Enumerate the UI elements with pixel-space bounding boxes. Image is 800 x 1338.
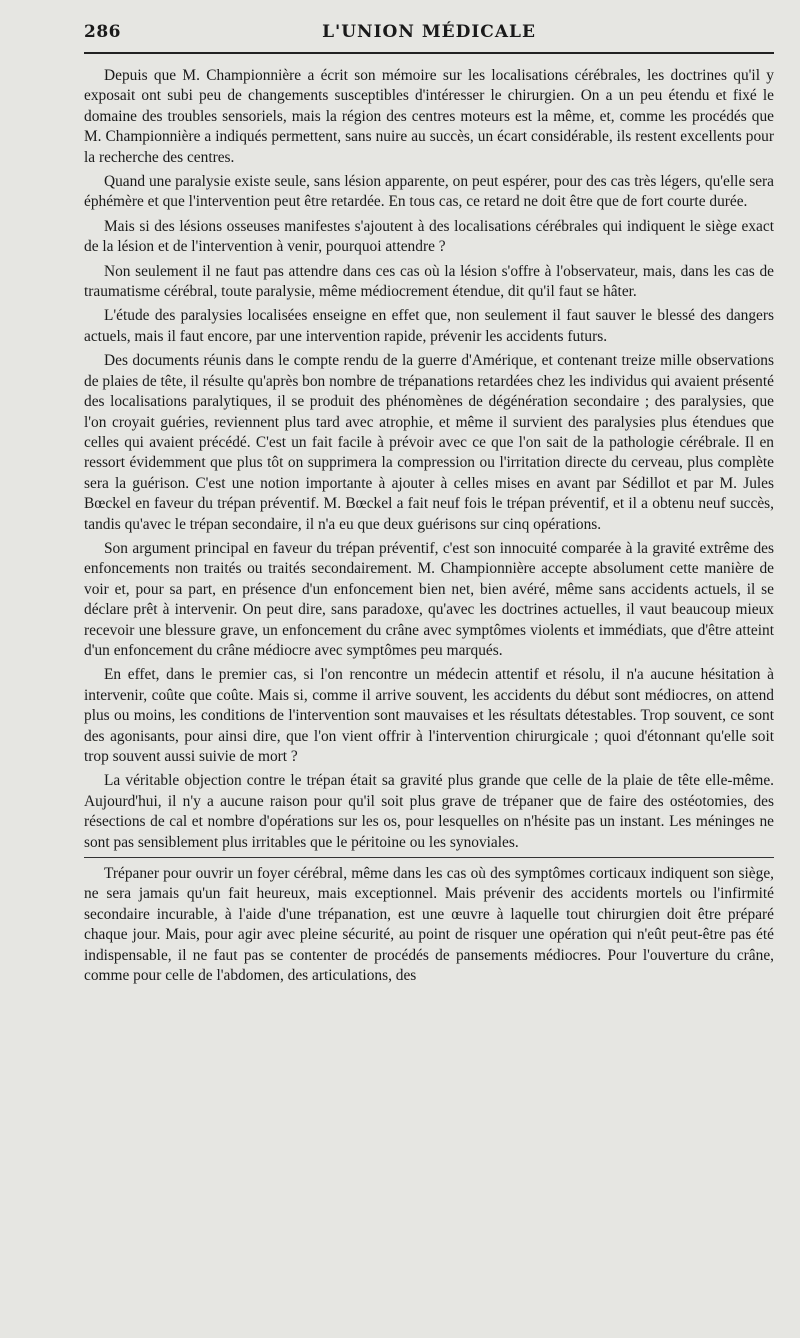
paragraph: Mais si des lésions osseuses manifestes s'ajoutent à des localisations cérébrales qui indiquent le siège exact de la lésion et de l'intervention à venir, pourquoi attendre ?: [84, 217, 774, 256]
paragraph: Depuis que M. Championnière a écrit son mémoire sur les localisations cérébrales, les doctrines qu'il y exposait ont subi peu de changements susceptibles d'intéresser le chirurgien. On a un peu étendu et fixé le domaine des troubles sensoriels, mais la région des centres moteurs est la même, et, comme les procédés que M. Championnière a indiqués permettent, sans nuire au succès, un écart considérable, ils restent excellents pour la recherche des centres.: [84, 67, 774, 166]
page-header: [84, 18, 774, 48]
paragraph: La véritable objection contre le trépan était sa gravité plus grande que celle de la plaie de tête elle-même. Aujourd'hui, il n'y a aucune raison pour qu'il soit plus grave de trépaner que de faire des ostéotomies, des résections de cal et nombre d'opérations sur les os, pour lesquelles on n'hésite pas un instant. Les méninges ne sont pas sensiblement plus irritables que le péritoine ou les synoviales.: [84, 772, 774, 851]
paragraph: Trépaner pour ouvrir un foyer cérébral, même dans les cas où des symptômes corticaux indiquent son siège, ne sera jamais qu'un fait heureux, mais exceptionnel. Mais prévenir des accidents mortels ou l'infirmité secondaire incurable, à l'aide d'une trépanation, est une œuvre à laquelle tout chirurgien doit être préparé chaque jour. Mais, pour agir avec pleine sécurité, au point de risquer une opération qui n'eût peut-être pas été indispensable, il ne faut pas se contenter de procédés de pansements médiocres. Pour l'ouverture du crâne, comme pour celle de l'abdomen, des articulations, des: [84, 865, 774, 985]
section-rule: [84, 857, 774, 858]
header-rule: [84, 52, 774, 54]
page-number: 286: [84, 22, 121, 42]
running-title: L'UNION MÉDICALE: [322, 22, 536, 42]
paragraph: Des documents réunis dans le compte rendu de la guerre d'Amérique, et contenant treize mille observations de plaies de tête, il résulte qu'après bon nombre de trépanations retardées chez les individus qui avaient présenté des localisations paralytiques, il se produit des phénomènes de dégénération secondaire ; des paralysies, que l'on croyait guéries, reviennent plus tard avec atrophie, et même il survient des paralysies plus étendues que celles qui avaient précédé. C'est un fait facile à prévoir avec ce que l'on sait de la pathologie cérébrale. Il en ressort évidemment que plus tôt on supprimera la compression ou l'irritation directe du cerveau, plus complète sera la guérison. C'est une notion importante à ajouter à celles mises en avant par Sédillot et par M. Jules Bœckel en faveur du trépan préventif. M. Bœckel a fait neuf fois le trépan préventif, et il a obtenu neuf succès, tandis qu'avec le trépan secondaire, il n'a eu que deux guérisons sur cinq opérations.: [84, 352, 774, 533]
article-body: [84, 66, 774, 990]
paragraph: En effet, dans le premier cas, si l'on rencontre un médecin attentif et résolu, il n'a aucune hésitation à intervenir, coûte que coûte. Mais si, comme il arrive souvent, les accidents du début sont médiocres, on attend plus ou moins, les conditions de l'intervention sont mauvaises et les résultats détestables. Trop souvent, ce sont des agonisants, pour ainsi dire, que l'on vient offrir à l'intervention chirurgicale ; quoi d'étonnant qu'elle soit trop souvent aussi suivie de mort ?: [84, 666, 774, 765]
paragraph: Son argument principal en faveur du trépan préventif, c'est son innocuité comparée à la gravité extrême des enfoncements non traités ou traités secondairement. M. Championnière accepte absolument cette manière de voir et, pour sa part, en présence d'un enfoncement bien net, bien avéré, même sans accidents actuels, il se déclare prêt à intervenir. On peut dire, sans paradoxe, qu'avec les doctrines actuelles, il vaut beaucoup mieux recevoir une blessure grave, un enfoncement du crâne avec symptômes violents et immédiats, que d'être atteint d'un enfoncement du crâne médiocre avec symptômes peu marqués.: [84, 539, 774, 659]
paragraph: Non seulement il ne faut pas attendre dans ces cas où la lésion s'offre à l'observateur, mais, dans les cas de traumatisme cérébral, toute paralysie, même médiocrement étendue, dit qu'il faut se hâter.: [84, 262, 774, 301]
paragraph: L'étude des paralysies localisées enseigne en effet que, non seulement il faut sauver le blessé des dangers actuels, mais il faut encore, par une intervention rapide, prévenir les accidents futurs.: [84, 307, 774, 345]
paragraph: Quand une paralysie existe seule, sans lésion apparente, on peut espérer, pour des cas très légers, qu'elle sera éphémère et que l'intervention peut être retardée. En tous cas, ce retard ne doit être que de fort courte durée.: [84, 173, 774, 211]
